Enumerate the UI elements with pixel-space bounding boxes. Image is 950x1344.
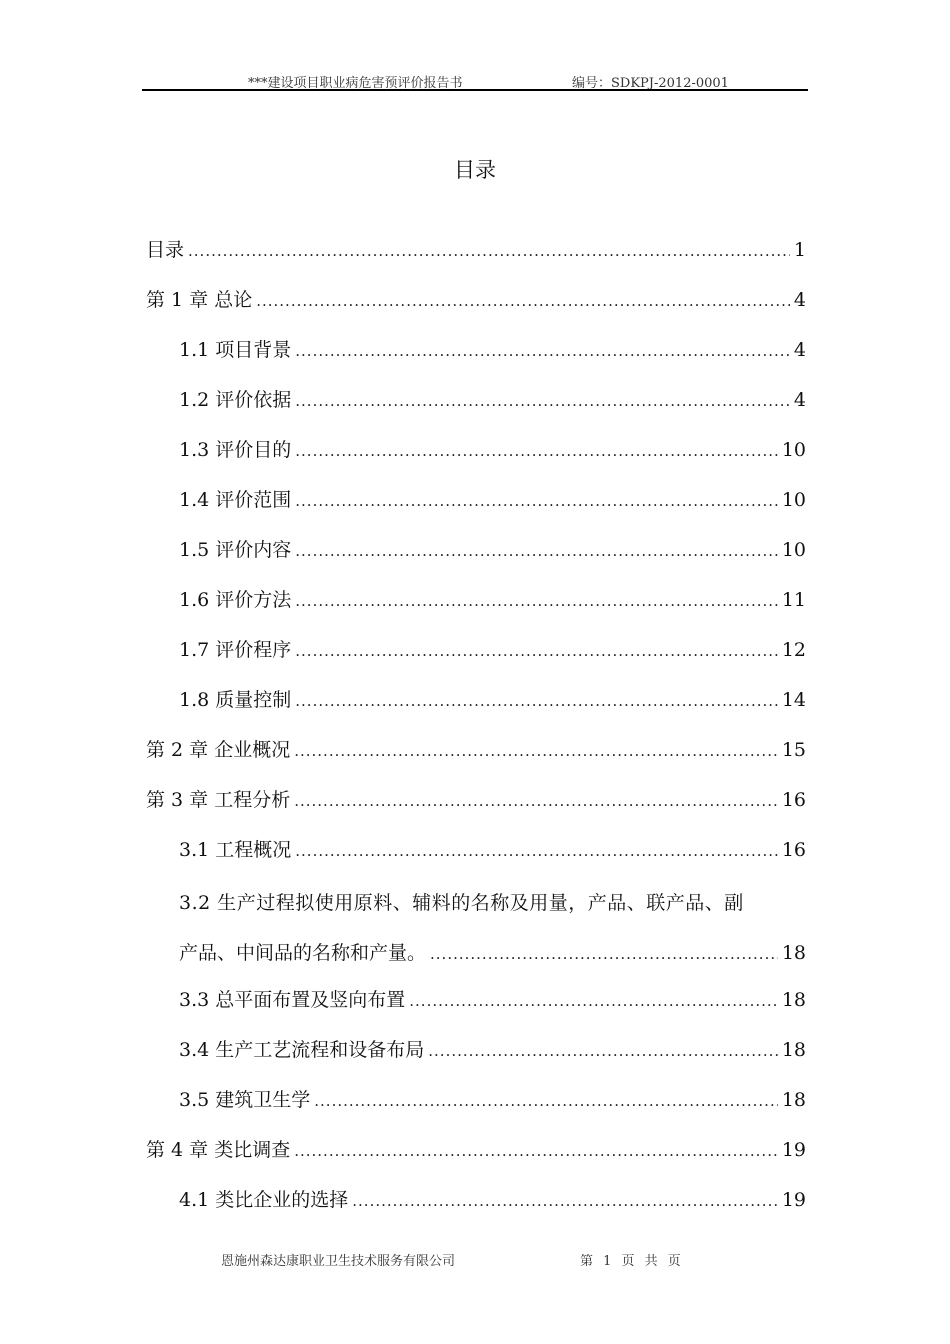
toc-entry-label: 1.7 评价程序: [179, 639, 292, 661]
toc-entry-label: 3.4 生产工艺流程和设备布局: [179, 1039, 425, 1061]
toc-entry-page: 11: [781, 589, 806, 611]
toc-entry-label: 1.8 质量控制: [179, 689, 292, 711]
toc-entry-label: 3.2 生产过程拟使用原料、辅料的名称及用量，产品、联产品、副: [179, 892, 744, 914]
toc-entry-page: 19: [781, 1189, 806, 1211]
toc-entry[interactable]: [146, 1028, 806, 1078]
toc-entry-page: 18: [781, 942, 806, 964]
toc-entry-page: 10: [781, 489, 806, 511]
footer-company-name: 恩施州森达康职业卫生技术服务有限公司: [221, 1254, 456, 1269]
toc-entry-label: 3.1 工程概况: [179, 839, 292, 861]
toc-leader-dots: [295, 829, 778, 873]
toc-entry[interactable]: [146, 1078, 806, 1128]
toc-entry-label: 1.1 项目背景: [179, 339, 292, 361]
toc-leader-dots: [256, 279, 790, 323]
toc-entry-page: 14: [781, 689, 806, 711]
toc-entry-page: 18: [781, 1089, 806, 1111]
toc-entry[interactable]: [146, 228, 806, 278]
toc-entry-label: 第 1 章 总论: [146, 289, 253, 311]
toc-entry-label: 3.5 建筑卫生学: [179, 1089, 311, 1111]
table-of-contents: [146, 228, 806, 1228]
toc-leader-dots: [430, 929, 778, 979]
toc-entry[interactable]: [146, 628, 806, 678]
toc-entry[interactable]: [146, 328, 806, 378]
toc-entry[interactable]: [146, 778, 806, 828]
toc-entry[interactable]: [146, 1128, 806, 1178]
toc-entry[interactable]: [146, 728, 806, 778]
toc-entry[interactable]: [146, 428, 806, 478]
toc-leader-dots: [294, 1129, 778, 1173]
toc-leader-dots: [352, 1179, 778, 1223]
toc-leader-dots: [188, 229, 790, 273]
toc-leader-dots: [314, 1079, 778, 1123]
toc-entry-label: 1.5 评价内容: [179, 539, 292, 561]
toc-entry-label: 1.2 评价依据: [179, 389, 292, 411]
toc-leader-dots: [295, 529, 778, 573]
toc-entry-page: 4: [793, 389, 806, 411]
toc-entry-page: 4: [793, 339, 806, 361]
toc-entry-label: 第 4 章 类比调查: [146, 1139, 291, 1161]
toc-leader-dots: [295, 479, 778, 523]
toc-entry-label: 4.1 类比企业的选择: [179, 1189, 349, 1211]
toc-entry-page: 10: [781, 439, 806, 461]
toc-entry-label: 第 3 章 工程分析: [146, 789, 291, 811]
toc-leader-dots: [295, 379, 790, 423]
toc-entry[interactable]: [146, 378, 806, 428]
page-footer: [0, 1250, 950, 1270]
footer-page-info: 第 1 页 共 页: [580, 1254, 681, 1269]
header-document-code: 编号：SDKPJ-2012-0001: [572, 76, 729, 91]
toc-leader-dots: [428, 1029, 778, 1073]
toc-entry-page: 18: [781, 1039, 806, 1061]
toc-leader-dots: [294, 779, 778, 823]
toc-entry-page: 4: [793, 289, 806, 311]
toc-leader-dots: [409, 979, 778, 1023]
toc-entry-label: 1.4 评价范围: [179, 489, 292, 511]
toc-entry-page: 10: [781, 539, 806, 561]
toc-leader-dots: [295, 429, 778, 473]
toc-entry[interactable]: [146, 578, 806, 628]
toc-entry-page: 16: [781, 839, 806, 861]
toc-entry-label: 第 2 章 企业概况: [146, 739, 291, 761]
toc-leader-dots: [295, 629, 778, 673]
toc-entry-label: 目录: [146, 239, 185, 261]
toc-leader-dots: [295, 579, 778, 623]
toc-entry[interactable]: [146, 278, 806, 328]
toc-leader-dots: [295, 329, 790, 373]
toc-leader-dots: [295, 679, 778, 723]
toc-leader-dots: [294, 729, 778, 773]
toc-entry-page: 19: [781, 1139, 806, 1161]
toc-entry-page: 18: [781, 989, 806, 1011]
toc-entry-label-continued: 产品、中间品的名称和产量。: [179, 942, 427, 964]
toc-entry[interactable]: [146, 978, 806, 1028]
header-divider: [142, 89, 808, 91]
toc-entry-label: 3.3 总平面布置及竖向布置: [179, 989, 406, 1011]
toc-entry[interactable]: [146, 1178, 806, 1228]
toc-entry-page: 1: [793, 239, 806, 261]
toc-entry-label: 1.3 评价目的: [179, 439, 292, 461]
header-document-title: ***建设项目职业病危害预评价报告书: [248, 76, 463, 91]
toc-entry[interactable]: [146, 878, 806, 978]
toc-entry-page: 15: [781, 739, 806, 761]
toc-entry-label: 1.6 评价方法: [179, 589, 292, 611]
page-title: 目录: [454, 158, 496, 182]
toc-entry[interactable]: [146, 678, 806, 728]
toc-entry[interactable]: [146, 828, 806, 878]
toc-entry[interactable]: [146, 528, 806, 578]
toc-entry-page: 16: [781, 789, 806, 811]
toc-entry-page: 12: [781, 639, 806, 661]
toc-entry[interactable]: [146, 478, 806, 528]
